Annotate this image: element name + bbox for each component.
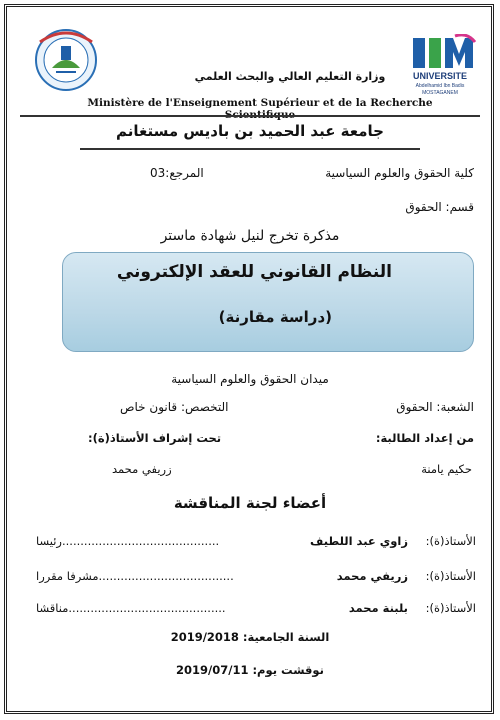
supervisor-label: تحت إشراف الأستاذ(ة): [88,431,222,445]
member-role: ...........................................مناقشا [36,601,226,615]
ministry-french: Ministère de l'Enseignement Supérieur et de la Recherche Scientifique [87,97,433,121]
member-title: الأستاذ(ة): [425,569,476,583]
thesis-subtitle: (دراسة مقارنة) [218,308,332,326]
prepared-by-label: من إعداد الطالبة: [375,431,474,445]
faculty-label: كلية الحقوق والعلوم السياسية [325,166,474,180]
ministry-arabic: وزارة التعليم العالي والبحث العلمي [194,70,386,83]
university-emblem-logo [30,24,102,92]
member-name: بلبنة محمد [348,601,408,615]
member-title: الأستاذ(ة): [425,534,476,548]
emblem-icon [30,24,102,92]
department-label: قسم: الحقوق [405,200,474,214]
student-name: حكيم يامنة [421,462,472,476]
member-name: زاوي عبد اللطيف [310,534,408,548]
logo-right-subtext: Abdelhamid Ibn Badis [415,83,465,89]
committee-heading: أعضاء لجنة المناقشة [173,494,327,512]
header-divider [20,115,480,117]
member-title: الأستاذ(ة): [425,601,476,615]
memoir-label: مذكرة تخرج لنيل شهادة ماستر [160,228,340,244]
universite-logo [395,34,485,96]
branch-label: الشعبة: الحقوق [396,400,474,414]
member-name: زريفي محمد [336,569,408,583]
thesis-title: النظام القانوني للعقد الإلكتروني [116,262,392,282]
committee-member [36,569,476,587]
committee-member [36,534,476,552]
member-role: ...........................................رئيسا [36,534,220,548]
university-underline [80,148,420,150]
academic-year: السنة الجامعية: 2019/2018 [170,630,330,644]
universite-logo-icon [395,34,485,96]
reference-label: المرجع:03 [150,166,204,180]
field-label: ميدان الحقوق والعلوم السياسية [171,372,329,386]
member-role: .....................................مشرفا مقررا [36,569,234,583]
committee-member [36,601,476,619]
supervisor-name: زريفي محمد [112,462,172,476]
specialty-label: التخصص: قانون خاص [120,400,229,414]
logo-right-subtext2: MOSTAGANEM [422,90,458,96]
discussion-date: نوقشت يوم: 2019/07/11 [176,663,324,677]
logo-right-text: UNIVERSITE [412,71,468,81]
university-name: جامعة عبد الحميد بن باديس مستغانم [116,122,384,140]
